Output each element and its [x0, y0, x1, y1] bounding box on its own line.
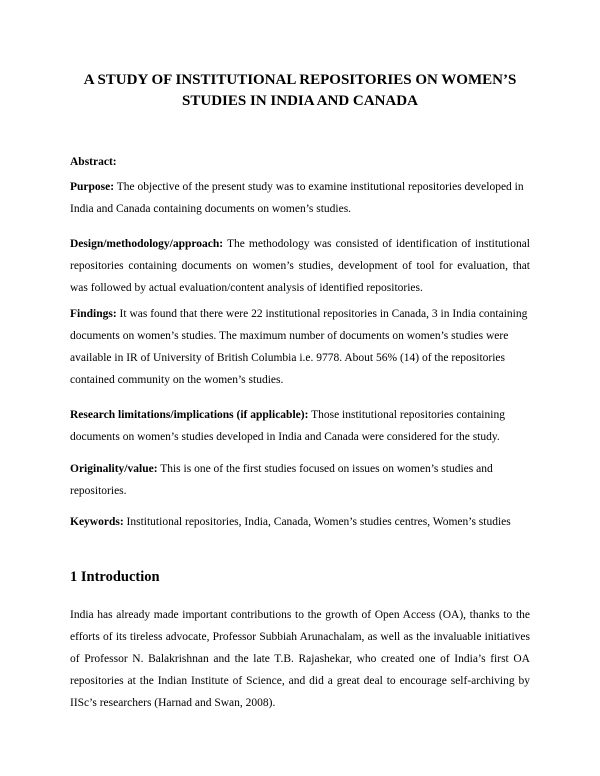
purpose-text: The objective of the present study was to examine institutional repositories developed in India and Canada containing documents on women’s studies.	[70, 181, 524, 215]
limitations-label: Research limitations/implications (if applicable):	[70, 409, 309, 421]
abstract-heading: Abstract:	[70, 156, 117, 168]
abstract-design	[70, 233, 530, 299]
paper-title	[60, 70, 540, 112]
design-text: The methodology was consisted of identification of institutional repositories containing documents on women’s studies, development of tool for evaluation, that was followed by actual evaluation/content analysis of identified repositories.	[70, 238, 530, 294]
title-line-2: STUDIES IN INDIA AND CANADA	[182, 93, 418, 109]
keywords-label: Keywords:	[70, 516, 124, 528]
findings-text: It was found that there were 22 institutional repositories in Canada, 3 in India containing documents on women’s studies. The maximum number of documents on women’s studies were available in IR of University of British Columbia i.e. 9778. About 56% (14) of the repositories contained community on the women’s studies.	[70, 308, 528, 386]
abstract-originality	[70, 458, 530, 502]
keywords-text: Institutional repositories, India, Canada, Women’s studies centres, Women’s studies	[123, 516, 511, 528]
abstract-keywords	[70, 511, 530, 533]
findings-label: Findings:	[70, 308, 117, 320]
originality-label: Originality/value:	[70, 463, 158, 475]
title-line-1: A STUDY OF INSTITUTIONAL REPOSITORIES ON WOMEN’S	[83, 72, 517, 88]
introduction-paragraph: India has already made important contributions to the growth of Open Access (OA), thanks to the efforts of its tireless advocate, Professor Subbiah Arunachalam, as well as the invaluable initiatives of Professor N. Balakrishnan and the late T.B. Rajashekar, who created one of India’s first OA repositories at the Indian Institute of Science, and did a great deal to encourage self-archiving by IISc’s researchers (Harnad and Swan, 2008).	[70, 609, 530, 709]
section-heading-introduction: 1 Introduction	[70, 569, 160, 585]
originality-text: This is one of the first studies focused on issues on women’s studies and repositories.	[70, 463, 493, 497]
abstract-purpose	[70, 176, 530, 220]
purpose-label: Purpose:	[70, 181, 115, 193]
abstract-findings	[70, 303, 530, 391]
design-label: Design/methodology/approach:	[70, 238, 224, 250]
limitations-text: Those institutional repositories containing documents on women’s studies developed in India and Canada were considered for the study.	[70, 409, 505, 443]
abstract-limitations	[70, 404, 530, 448]
